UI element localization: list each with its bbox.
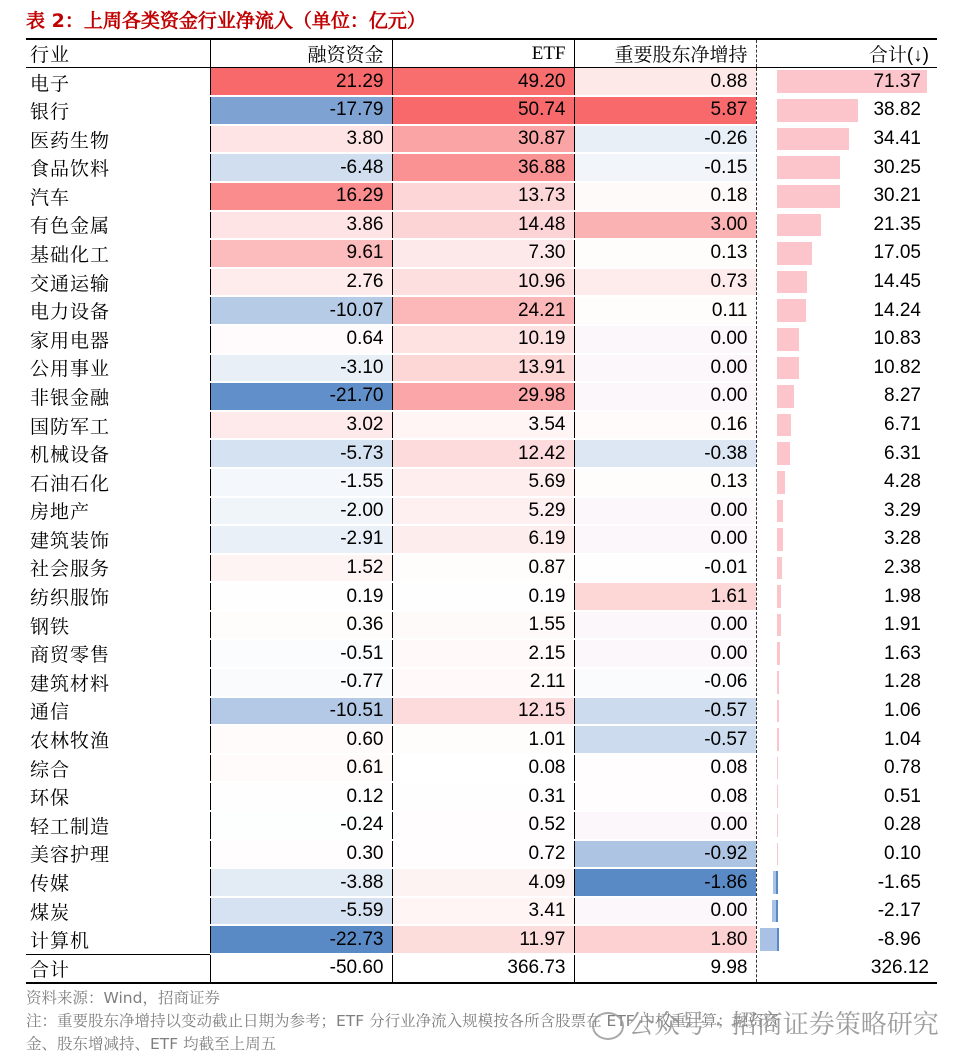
- industry-cell: 国防军工: [26, 411, 210, 440]
- holder-cell: 0.16: [574, 411, 756, 440]
- total-cell: [756, 211, 937, 240]
- total-value: 10.83: [873, 328, 921, 350]
- etf-cell: 13.73: [392, 182, 574, 211]
- table-row: [26, 697, 937, 726]
- table-header-row: [26, 39, 937, 68]
- holder-cell: 5.87: [574, 96, 756, 125]
- total-cell: [756, 239, 937, 268]
- industry-cell: 基础化工: [26, 239, 210, 268]
- table-row: [26, 754, 937, 783]
- table-row: [26, 868, 937, 897]
- table-row: [26, 668, 937, 697]
- total-cell: [756, 925, 937, 954]
- margin-cell: -0.51: [210, 639, 392, 668]
- etf-cell: 2.11: [392, 668, 574, 697]
- total-cell: [756, 468, 937, 497]
- table-row: [26, 582, 937, 611]
- table-row: [26, 182, 937, 211]
- margin-cell: 0.60: [210, 725, 392, 754]
- holder-cell: 0.88: [574, 68, 756, 97]
- industry-cell: 食品饮料: [26, 153, 210, 182]
- margin-cell: -17.79: [210, 96, 392, 125]
- industry-cell: 有色金属: [26, 211, 210, 240]
- total-value: 1.06: [884, 699, 921, 721]
- etf-cell: 14.48: [392, 211, 574, 240]
- industry-cell: 电子: [26, 68, 210, 97]
- etf-cell: 1.55: [392, 611, 574, 640]
- industry-cell: 农林牧渔: [26, 725, 210, 754]
- etf-cell: 7.30: [392, 239, 574, 268]
- etf-cell: 49.20: [392, 68, 574, 97]
- industry-cell: 轻工制造: [26, 811, 210, 840]
- etf-cell: 5.69: [392, 468, 574, 497]
- industry-cell: 计算机: [26, 925, 210, 954]
- holder-cell: 0.00: [574, 639, 756, 668]
- industry-cell: 电力设备: [26, 296, 210, 325]
- table-row: [26, 325, 937, 354]
- industry-cell: 纺织服饰: [26, 582, 210, 611]
- etf-cell: 1.01: [392, 725, 574, 754]
- total-value: 0.78: [884, 757, 921, 779]
- total-value: 34.41: [873, 128, 921, 150]
- holder-cell: 0.73: [574, 268, 756, 297]
- table-row: [26, 211, 937, 240]
- industry-cell: 医药生物: [26, 125, 210, 154]
- holder-cell: 0.11: [574, 296, 756, 325]
- industry-cell: 公用事业: [26, 354, 210, 383]
- margin-cell: -21.70: [210, 382, 392, 411]
- total-value: 38.82: [873, 99, 921, 121]
- industry-cell: 银行: [26, 96, 210, 125]
- total-value: 0.10: [884, 842, 921, 864]
- header-margin: 融资资金: [210, 39, 392, 68]
- margin-cell: 9.61: [210, 239, 392, 268]
- total-cell: [756, 582, 937, 611]
- etf-cell: 0.52: [392, 811, 574, 840]
- total-value: -8.96: [877, 928, 921, 950]
- watermark: [592, 1004, 939, 1041]
- total-label: 合计: [26, 954, 210, 983]
- margin-cell: -5.59: [210, 897, 392, 926]
- holder-cell: 0.00: [574, 382, 756, 411]
- etf-cell: 12.42: [392, 439, 574, 468]
- table-row: [26, 411, 937, 440]
- header-industry: 行业: [26, 39, 210, 68]
- total-value: 2.38: [884, 556, 921, 578]
- total-value: 21.35: [873, 213, 921, 235]
- etf-cell: 24.21: [392, 296, 574, 325]
- total-value: 6.71: [884, 414, 921, 436]
- table-row: [26, 153, 937, 182]
- total-holder: 9.98: [574, 954, 756, 983]
- footnote-line-1: 注：重要股东净增持以变动截止日期为参考；ETF 分行业净流入规模按各所含股票在 ETF 中权重计算；融资资: [26, 1012, 780, 1030]
- holder-cell: 1.61: [574, 582, 756, 611]
- industry-cell: 交通运输: [26, 268, 210, 297]
- table-row: [26, 782, 937, 811]
- etf-cell: 5.29: [392, 497, 574, 526]
- industry-cell: 社会服务: [26, 554, 210, 583]
- total-cell: [756, 754, 937, 783]
- header-total: 合计(↓): [756, 39, 937, 68]
- etf-cell: 36.88: [392, 153, 574, 182]
- table-row: [26, 296, 937, 325]
- total-value: 1.28: [884, 671, 921, 693]
- etf-cell: 2.15: [392, 639, 574, 668]
- total-value: -2.17: [877, 900, 921, 922]
- total-cell: [756, 668, 937, 697]
- industry-cell: 汽车: [26, 182, 210, 211]
- table-row: [26, 611, 937, 640]
- total-cell: [756, 325, 937, 354]
- table-row: [26, 840, 937, 869]
- industry-cell: 石油石化: [26, 468, 210, 497]
- footnote-line-2: 金、股东增减持、ETF 均截至上周五: [26, 1035, 277, 1053]
- etf-cell: 6.19: [392, 525, 574, 554]
- total-cell: [756, 782, 937, 811]
- table-row: [26, 239, 937, 268]
- industry-cell: 通信: [26, 697, 210, 726]
- holder-cell: -0.57: [574, 697, 756, 726]
- total-value: 6.31: [884, 442, 921, 464]
- total-cell: [756, 840, 937, 869]
- holder-cell: 0.00: [574, 354, 756, 383]
- holder-cell: 3.00: [574, 211, 756, 240]
- total-value: 30.21: [873, 185, 921, 207]
- watermark-text: 公众号 · 招商证券策略研究: [628, 1010, 939, 1040]
- table-row: [26, 897, 937, 926]
- etf-cell: 3.41: [392, 897, 574, 926]
- table-row: [26, 639, 937, 668]
- total-value: 10.82: [873, 356, 921, 378]
- industry-cell: 煤炭: [26, 897, 210, 926]
- margin-cell: 3.80: [210, 125, 392, 154]
- margin-cell: 0.12: [210, 782, 392, 811]
- margin-cell: -0.77: [210, 668, 392, 697]
- industry-cell: 传媒: [26, 868, 210, 897]
- margin-cell: 0.61: [210, 754, 392, 783]
- total-value: 1.63: [884, 642, 921, 664]
- total-value: 4.28: [884, 471, 921, 493]
- holder-cell: 0.00: [574, 897, 756, 926]
- industry-cell: 家用电器: [26, 325, 210, 354]
- etf-cell: 30.87: [392, 125, 574, 154]
- holder-cell: -0.15: [574, 153, 756, 182]
- margin-cell: -10.51: [210, 697, 392, 726]
- etf-cell: 13.91: [392, 354, 574, 383]
- margin-cell: -1.55: [210, 468, 392, 497]
- total-cell: [756, 811, 937, 840]
- total-cell: [756, 411, 937, 440]
- total-value: 3.28: [884, 528, 921, 550]
- total-cell: [756, 268, 937, 297]
- margin-cell: 3.86: [210, 211, 392, 240]
- table-row: [26, 382, 937, 411]
- margin-cell: 21.29: [210, 68, 392, 97]
- industry-cell: 美容护理: [26, 840, 210, 869]
- holder-cell: 1.80: [574, 925, 756, 954]
- margin-cell: 0.36: [210, 611, 392, 640]
- margin-cell: 0.64: [210, 325, 392, 354]
- industry-cell: 机械设备: [26, 439, 210, 468]
- margin-cell: -6.48: [210, 153, 392, 182]
- total-cell: [756, 153, 937, 182]
- table-row: [26, 925, 937, 954]
- industry-cell: 商贸零售: [26, 639, 210, 668]
- holder-cell: -1.86: [574, 868, 756, 897]
- etf-cell: 29.98: [392, 382, 574, 411]
- margin-cell: 2.76: [210, 268, 392, 297]
- margin-cell: 1.52: [210, 554, 392, 583]
- table-row: [26, 725, 937, 754]
- margin-cell: 0.30: [210, 840, 392, 869]
- total-cell: [756, 182, 937, 211]
- total-value: 1.98: [884, 585, 921, 607]
- holder-cell: -0.06: [574, 668, 756, 697]
- fund-flow-table: [26, 38, 937, 984]
- total-cell: [756, 725, 937, 754]
- margin-cell: 0.19: [210, 582, 392, 611]
- total-cell: [756, 897, 937, 926]
- holder-cell: 0.13: [574, 239, 756, 268]
- industry-cell: 钢铁: [26, 611, 210, 640]
- header-etf: ETF: [392, 39, 574, 68]
- etf-cell: 12.15: [392, 697, 574, 726]
- table-row: [26, 125, 937, 154]
- table-row: [26, 268, 937, 297]
- margin-cell: -22.73: [210, 925, 392, 954]
- holder-cell: 0.00: [574, 497, 756, 526]
- total-cell: [756, 354, 937, 383]
- table-row: [26, 554, 937, 583]
- total-value: 8.27: [884, 385, 921, 407]
- industry-cell: 综合: [26, 754, 210, 783]
- total-cell: [756, 68, 937, 97]
- margin-cell: 16.29: [210, 182, 392, 211]
- margin-cell: -3.88: [210, 868, 392, 897]
- holder-cell: -0.57: [574, 725, 756, 754]
- total-value: 14.45: [873, 271, 921, 293]
- holder-cell: -0.26: [574, 125, 756, 154]
- industry-cell: 环保: [26, 782, 210, 811]
- margin-cell: -5.73: [210, 439, 392, 468]
- total-row: [26, 954, 937, 983]
- margin-cell: -2.00: [210, 497, 392, 526]
- etf-cell: 10.96: [392, 268, 574, 297]
- total-value: -1.65: [877, 871, 921, 893]
- total-cell: [756, 525, 937, 554]
- total-cell: [756, 125, 937, 154]
- industry-cell: 非银金融: [26, 382, 210, 411]
- margin-cell: -3.10: [210, 354, 392, 383]
- etf-cell: 0.72: [392, 840, 574, 869]
- margin-cell: -10.07: [210, 296, 392, 325]
- holder-cell: 0.00: [574, 325, 756, 354]
- industry-cell: 建筑材料: [26, 668, 210, 697]
- holder-cell: 0.00: [574, 611, 756, 640]
- holder-cell: 0.08: [574, 754, 756, 783]
- total-margin: -50.60: [210, 954, 392, 983]
- total-value: 1.04: [884, 728, 921, 750]
- source-note: 资料来源：Wind，招商证券: [26, 989, 220, 1007]
- holder-cell: 0.00: [574, 811, 756, 840]
- table-row: [26, 68, 937, 97]
- table-row: [26, 525, 937, 554]
- table-title: 表 2：上周各类资金行业净流入（单位：亿元）: [26, 10, 426, 32]
- total-cell: [756, 868, 937, 897]
- etf-cell: 0.31: [392, 782, 574, 811]
- total-cell: [756, 639, 937, 668]
- header-holder: 重要股东净增持: [574, 39, 756, 68]
- etf-cell: 0.19: [392, 582, 574, 611]
- total-cell: [756, 96, 937, 125]
- total-cell: [756, 439, 937, 468]
- holder-cell: 0.08: [574, 782, 756, 811]
- table-row: [26, 497, 937, 526]
- holder-cell: -0.01: [574, 554, 756, 583]
- total-value: 0.51: [884, 785, 921, 807]
- total-value: 0.28: [884, 814, 921, 836]
- total-etf: 366.73: [392, 954, 574, 983]
- total-value: 3.29: [884, 499, 921, 521]
- holder-cell: -0.92: [574, 840, 756, 869]
- total-value: 14.24: [873, 299, 921, 321]
- holder-cell: 0.13: [574, 468, 756, 497]
- etf-cell: 3.54: [392, 411, 574, 440]
- total-cell: [756, 611, 937, 640]
- table-row: [26, 96, 937, 125]
- industry-cell: 房地产: [26, 497, 210, 526]
- wechat-icon: [592, 1012, 624, 1040]
- total-cell: [756, 382, 937, 411]
- table-body: [26, 68, 937, 983]
- table-row: [26, 439, 937, 468]
- total-value: 1.91: [884, 614, 921, 636]
- etf-cell: 0.08: [392, 754, 574, 783]
- total-cell: [756, 497, 937, 526]
- etf-cell: 50.74: [392, 96, 574, 125]
- table-row: [26, 468, 937, 497]
- holder-cell: -0.38: [574, 439, 756, 468]
- holder-cell: 0.00: [574, 525, 756, 554]
- industry-cell: 建筑装饰: [26, 525, 210, 554]
- margin-cell: -2.91: [210, 525, 392, 554]
- margin-cell: -0.24: [210, 811, 392, 840]
- etf-cell: 0.87: [392, 554, 574, 583]
- margin-cell: 3.02: [210, 411, 392, 440]
- table-row: [26, 811, 937, 840]
- holder-cell: 0.18: [574, 182, 756, 211]
- total-value: 30.25: [873, 156, 921, 178]
- etf-cell: 4.09: [392, 868, 574, 897]
- total-cell: [756, 697, 937, 726]
- total-value: 71.37: [873, 70, 921, 92]
- total-total: 326.12: [756, 954, 937, 983]
- etf-cell: 11.97: [392, 925, 574, 954]
- etf-cell: 10.19: [392, 325, 574, 354]
- total-cell: [756, 554, 937, 583]
- total-cell: [756, 296, 937, 325]
- total-value: 17.05: [873, 242, 921, 264]
- table-row: [26, 354, 937, 383]
